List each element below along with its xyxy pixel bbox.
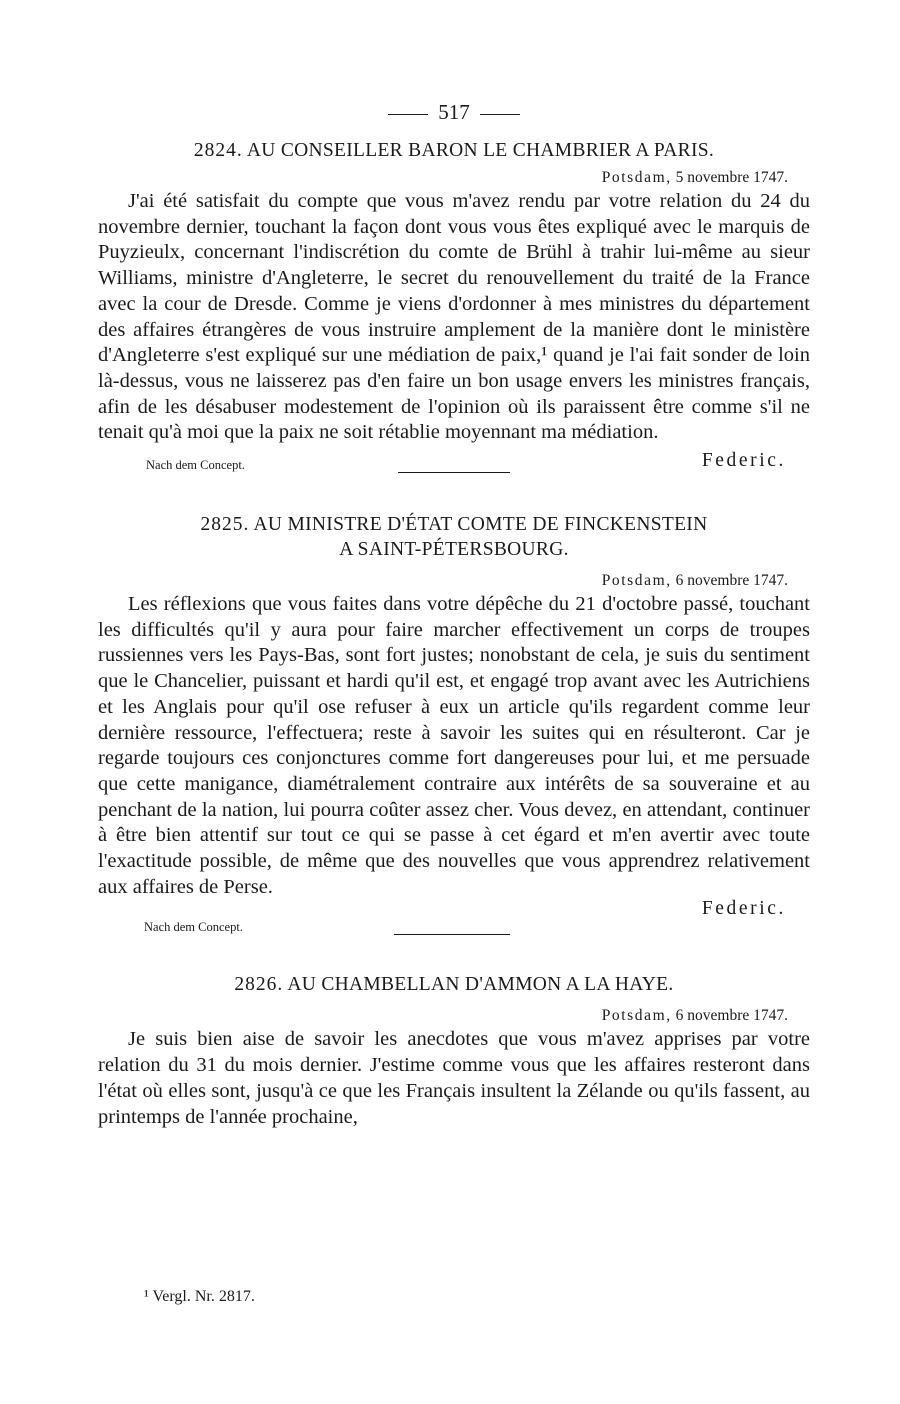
page-number-dash-left	[388, 114, 428, 115]
letter-2824	[98, 138, 810, 478]
letter-heading	[98, 972, 810, 997]
dateline-place: Potsdam,	[601, 1007, 672, 1025]
signature: Federic.	[701, 450, 786, 472]
dateline-place: Potsdam,	[601, 572, 672, 590]
letter-body: Je suis bien aise de savoir les anecdotes que vous m'avez apprises par votre relation du 31 du mois dernier. J'estime comme vous que les affaires resteront dans l'état où elles sont, jusqu'à ce que les Français insultent la Zélande ou qu'ils fassent, au printemps de l'année prochaine,	[98, 1028, 810, 1128]
letter-footer	[98, 450, 810, 478]
letter-title: AU CONSEILLER BARON LE CHAMBRIER A PARIS.	[246, 140, 715, 161]
dateline-date: 6 novembre 1747.	[675, 572, 788, 590]
letter-number: 2826.	[234, 974, 284, 996]
footnote: ¹ Vergl. Nr. 2817.	[144, 1288, 255, 1305]
letter-title-line-2: A SAINT-PÉTERSBOURG.	[339, 539, 569, 561]
letter-2826	[98, 972, 810, 1130]
dateline-date: 6 novembre 1747.	[675, 1007, 788, 1025]
page-number-dash-right	[480, 114, 520, 115]
signature: Federic.	[701, 898, 786, 920]
letter-body: J'ai été satisfait du compte que vous m'avez rendu par votre relation du 24 du novembre dernier, touchant la façon dont vous vous êtes expliqué avec le marquis de Puyzieulx, concernant l'indiscrétion du comte de Brühl à trahir lui-même au sieur Williams, ministre d'Angleterre, le secret du renouvellement du traité de la France avec la cour de Dresde. Comme je viens d'ordonner à mes ministres du département des affaires étrangères de vous instruire amplement de la manière dont le ministère d'Angleterre s'est expliqué sur une médiation de paix,¹ quand je l'ai fait sonder de loin là-dessus, vous ne laisserez pas d'en faire un bon usage envers les ministres français, afin de les désabuser modestement de l'opinion où ils paraissent être comme s'il ne tenait qu'à moi que la paix ne soit rétablie moyennant ma médiation.	[98, 190, 810, 444]
dateline-place: Potsdam,	[601, 169, 672, 186]
dateline	[98, 570, 788, 592]
section-divider	[394, 934, 510, 935]
source-note: Nach dem Concept.	[144, 920, 243, 935]
source-note: Nach dem Concept.	[146, 458, 245, 473]
letter-heading	[98, 138, 810, 163]
letter-body: Les réflexions que vous faites dans votre dépêche du 21 d'octobre passé, touchant les difficultés qu'il y aura pour faire marcher effectivement un corps de troupes russiennes vers les Pays-Bas, sont fort justes; nonobstant de cela, je suis du sentiment que le Chancelier, puissant et hardi qu'il est, et engagé trop avant avec les Autrichiens et les Anglais pour qu'il ose refuser à eux un article qu'ils regardent comme leur dernière ressource, l'effectuera; reste à savoir les suites qui en résulteront. Car je regarde toujours ces conjonctures comme fort dangereuses pour lui, et me persuade que cette manigance, diamétralement contraire aux intérêts de sa souveraine et au penchant de la nation, lui pourra coûter assez cher. Vous devez, en attendant, continuer à être bien attentif sur tout ce qui se passe à cet égard et m'en avertir avec toute l'exactitude possible, de même que des nouvelles que vous apprendrez relativement aux affaires de Perse.	[98, 593, 810, 898]
letter-2825	[98, 512, 810, 944]
letter-number: 2825.	[200, 514, 250, 536]
page-number: 517	[98, 92, 810, 132]
dateline-date: 5 novembre 1747.	[675, 169, 788, 186]
document-page	[98, 92, 810, 1130]
letter-footer	[98, 900, 810, 944]
letter-title-line-1: AU MINISTRE D'ÉTAT COMTE DE FINCKENSTEIN	[253, 514, 708, 536]
dateline	[98, 167, 788, 189]
letter-title: AU CHAMBELLAN D'AMMON A LA HAYE.	[287, 974, 674, 996]
dateline	[98, 1005, 788, 1027]
letter-number: 2824.	[193, 140, 243, 161]
letter-heading	[98, 512, 810, 537]
section-divider	[398, 472, 510, 473]
